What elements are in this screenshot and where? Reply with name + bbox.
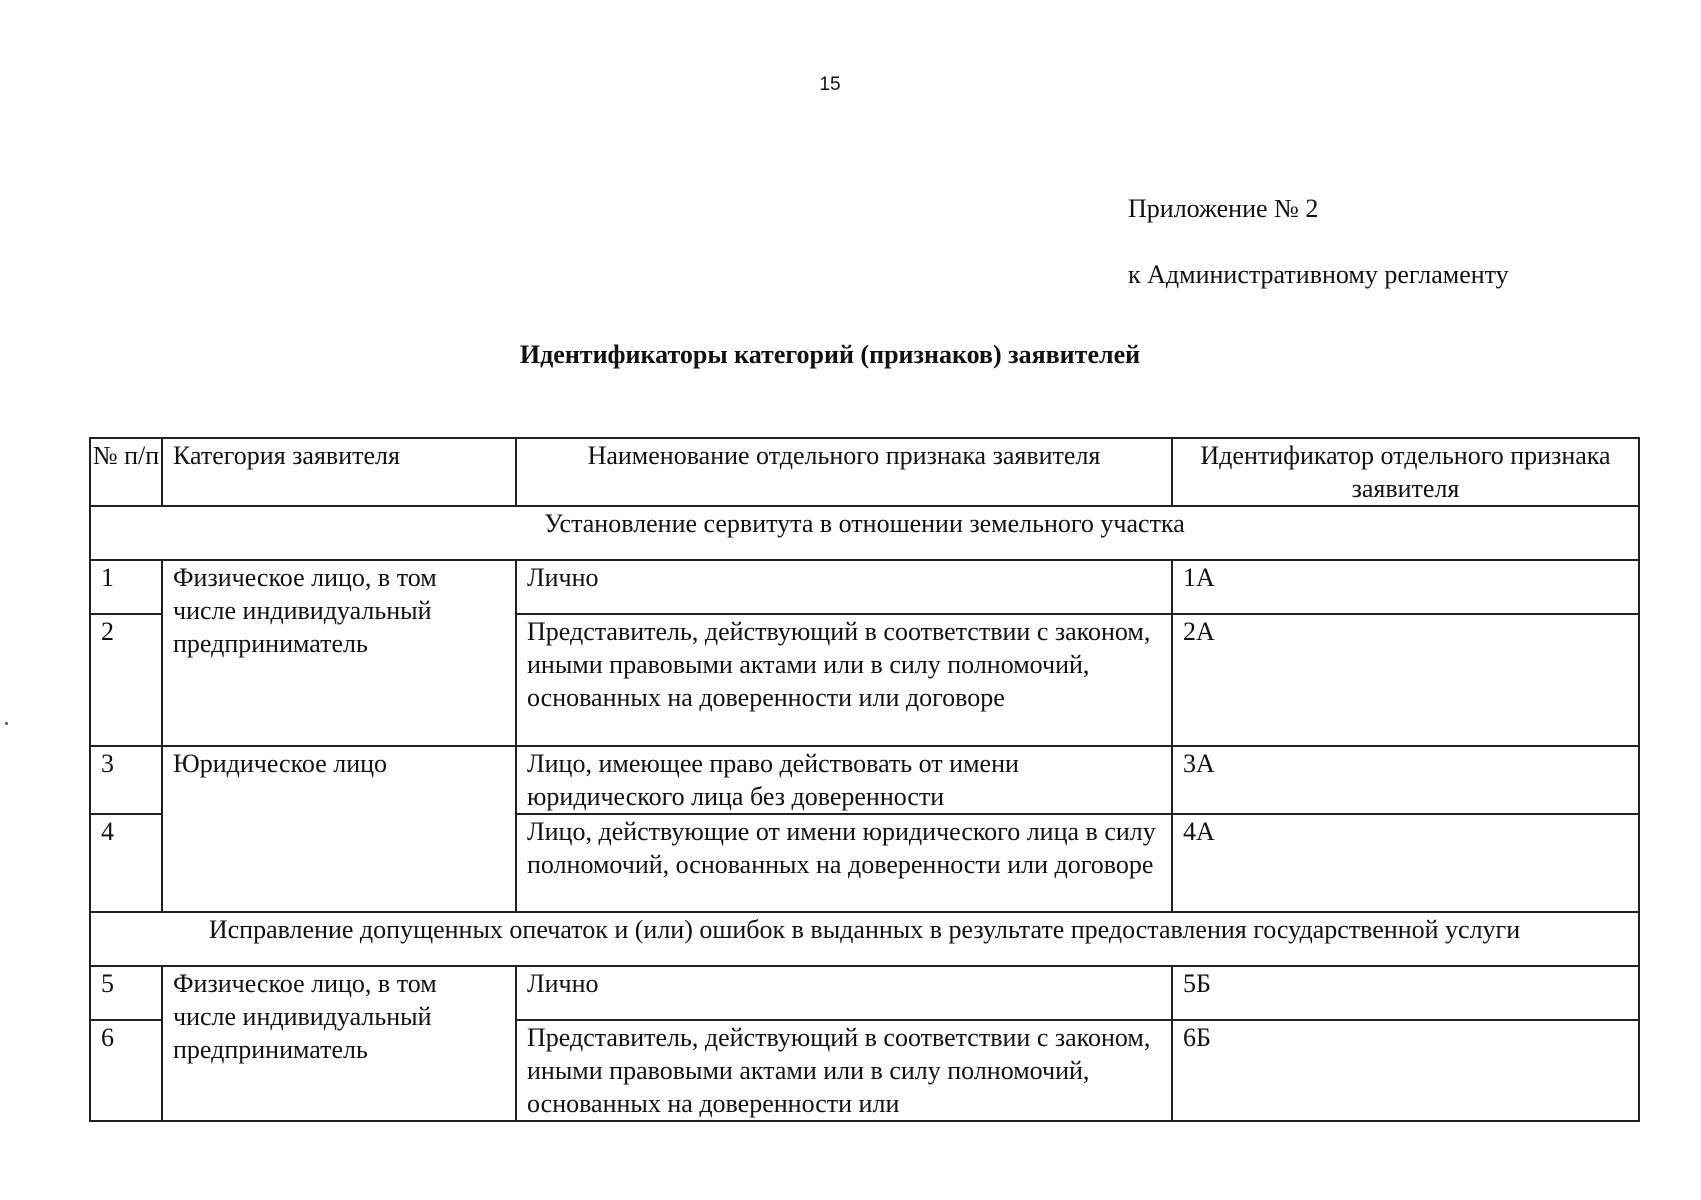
- section-title: Исправление допущенных опечаток и (или) ошибок в выданных в результате предоставления государственной услуги: [90, 912, 1639, 966]
- section-row: [90, 506, 1639, 560]
- row-num: 4: [90, 814, 162, 912]
- table-header-row: [90, 438, 1639, 506]
- row-num: 3: [90, 746, 162, 814]
- row-num: 2: [90, 614, 162, 746]
- page-number: 15: [819, 74, 841, 95]
- header-num: № п/п: [90, 438, 162, 506]
- document-title: Идентификаторы категорий (признаков) заявителей: [519, 340, 1141, 369]
- table-row: [90, 746, 1639, 814]
- section-row: [90, 912, 1639, 966]
- row-feature-id: 3А: [1172, 746, 1639, 814]
- row-category: Юридическое лицо: [162, 746, 516, 912]
- section-title: Установление сервитута в отношении земельного участка: [90, 506, 1639, 560]
- row-num: 5: [90, 966, 162, 1020]
- row-feature-name: Лично: [516, 560, 1172, 614]
- row-feature-id: 6Б: [1172, 1020, 1639, 1121]
- row-category: Физическое лицо, в том числе индивидуальный предприниматель: [162, 560, 516, 746]
- row-feature-id: 2А: [1172, 614, 1639, 746]
- appendix-line-1: Приложение № 2: [1128, 194, 1319, 223]
- row-feature-name: Лично: [516, 966, 1172, 1020]
- scan-speck: [5, 722, 8, 725]
- row-feature-id: 1А: [1172, 560, 1639, 614]
- row-feature-id: 5Б: [1172, 966, 1639, 1020]
- header-category: Категория заявителя: [162, 438, 516, 506]
- row-feature-name: Лицо, имеющее право действовать от имени юридического лица без доверенности: [516, 746, 1172, 814]
- row-num: 6: [90, 1020, 162, 1121]
- table-row: [90, 966, 1639, 1020]
- row-feature-id: 4А: [1172, 814, 1639, 912]
- applicant-identifiers-table: [89, 437, 1640, 1122]
- table-row: [90, 560, 1639, 614]
- row-num: 1: [90, 560, 162, 614]
- row-category: Физическое лицо, в том числе индивидуальный предприниматель: [162, 966, 516, 1121]
- appendix-line-2: к Административному регламенту: [1128, 260, 1509, 289]
- header-feature-id: Идентификатор отдельного признака заявителя: [1172, 438, 1639, 506]
- row-feature-name: Представитель, действующий в соответствии с законом, иными правовыми актами или в силу полномочий, основанных на доверенности или: [516, 1020, 1172, 1121]
- header-feature-name: Наименование отдельного признака заявителя: [516, 438, 1172, 506]
- row-feature-name: Лицо, действующие от имени юридического лица в силу полномочий, основанных на доверенности или договоре: [516, 814, 1172, 912]
- appendix-note: [1128, 176, 1509, 308]
- row-feature-name: Представитель, действующий в соответствии с законом, иными правовыми актами или в силу полномочий, основанных на доверенности или договоре: [516, 614, 1172, 746]
